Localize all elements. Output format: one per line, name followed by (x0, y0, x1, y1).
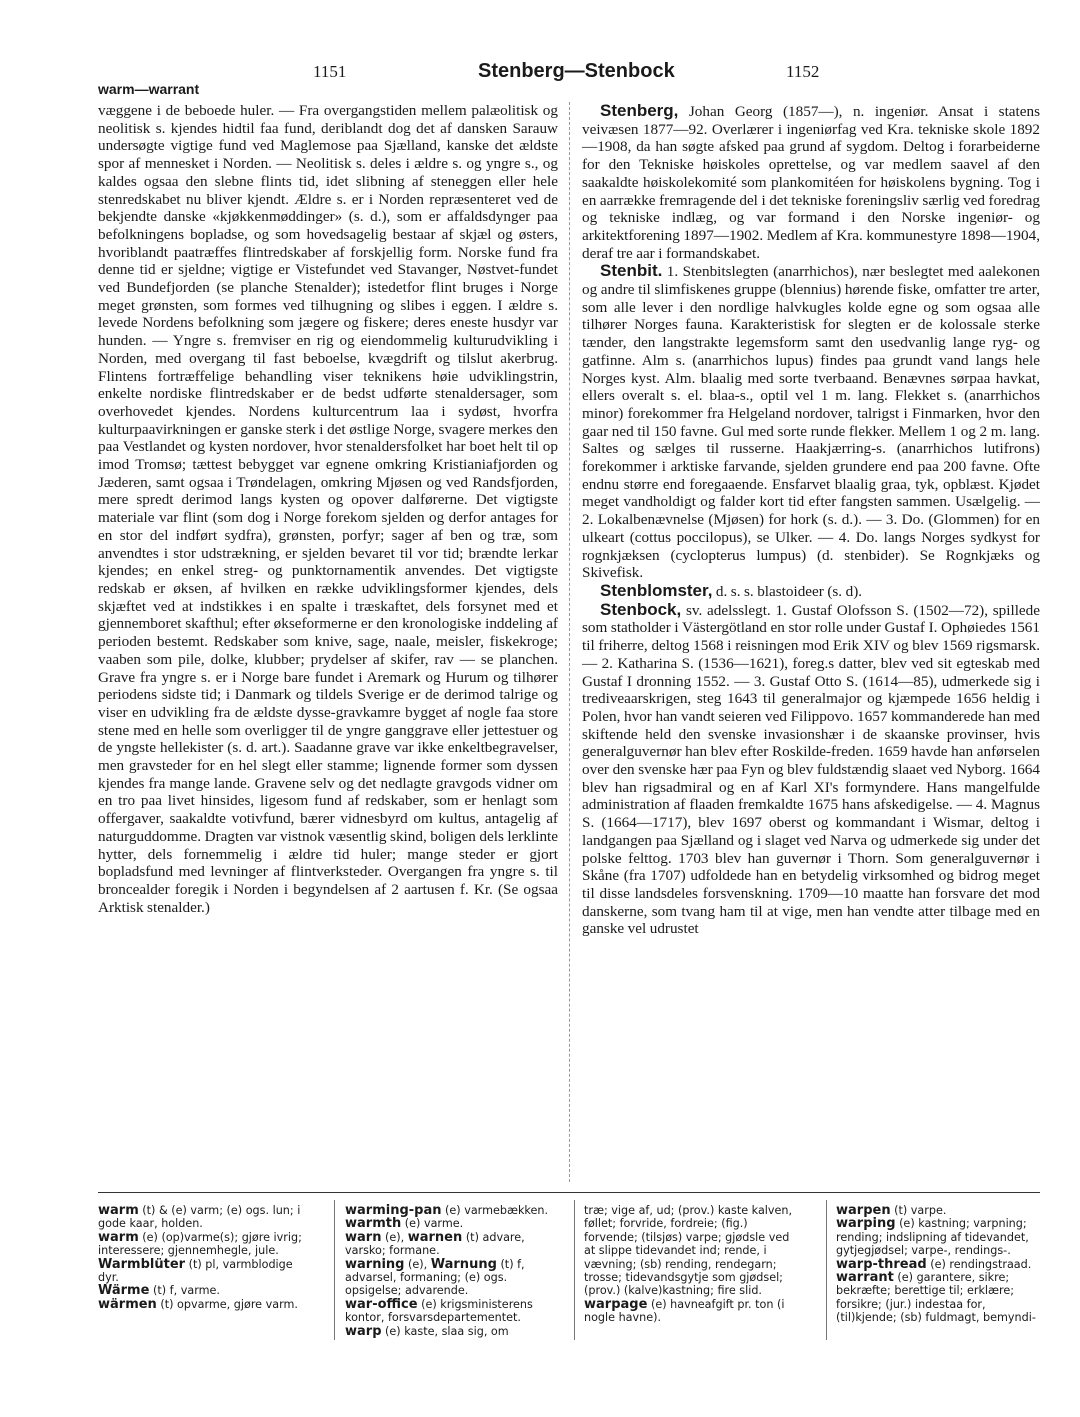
glossary-entry (836, 1204, 1040, 1217)
glossary-text: (e) krigsministerens kontor, forsvarsdepartementet. (345, 1297, 533, 1325)
headword-stenberg: Stenberg, (600, 101, 679, 120)
headword-stenblomster: Stenblomster, (600, 580, 713, 600)
glossary-text: (e) kastning; varpning; rending; indslipning af tidevandet, gytjegjødsel; varpe-, rendings-. (836, 1217, 1029, 1258)
right-column (582, 102, 1040, 938)
glossary-entry (98, 1298, 310, 1311)
glossary-entry (345, 1217, 563, 1230)
glossary-column-4 (836, 1204, 1040, 1325)
glossary-entry (98, 1231, 310, 1258)
entry-stenbock (582, 601, 1040, 938)
glossary-text: (t) advare, varsko; formane. (345, 1230, 525, 1258)
glossary-headword: Wärme (98, 1283, 150, 1299)
glossary-headword: warning (345, 1256, 405, 1272)
glossary-entry (98, 1284, 310, 1297)
glossary-entry (345, 1325, 563, 1338)
glossary-headword: warrant (836, 1270, 894, 1286)
glossary-column-3 (584, 1204, 796, 1325)
glossary-entry (345, 1204, 563, 1217)
entry-stenbit-text: 1. Stenbitslegten (anarrhichos), nær beslegtet med aalekonen og andre til slimfiskenes gruppe (blennius) hørende fiske, omfatter tre arter, som alle lever i den nordlige halvkugles kolde egne og som ogsaa alle tilhører Norges fauna. Karakteristisk for slegten er de kolossale sterke tænder, den langstrakte legemsform samt den usedvanlig lange ryg- og gatfinne. Alm s. (anarrhichos lupus) findes paa grundt vand langs hele Norges kyst. Alm. blaalig med sorte tverbaand. Benævnes sørpaa havkat, ellers overalt s. el. blaa-s., optil vel 1 m. lang. Flekket s. (anarrhichos minor) forekommer fra Helgeland nordover, talrigst i Finmarken, hvor den gaar ned til 150 favne. Gul med sorte runde flekker. Mellem 1 og 2 m. lang. Saltes og sælges til russerne. Haakjærring-s. (anarrhichos lutifrons) forekommer i arktiske farvande, sjelden grundere end paa 200 favne. Ofte endnu større end foregaaende. Ensfarvet blaalig graa, tyk, opblæst. Kjødet meget vandholdigt og falder kort tid efter fangsten sammen. Usælgelig. — 2. Lokalbenævnelse (Mjøsen) for hork (s. d.). — 3. Do. (Glommen) for en ulkeart (cottus poccilopus), se Ulker. — 4. Do. langs Norges sydkyst for rognkjæksen (cyclopterus lumpus) (d. stenbider). Se Rognkjæks og Skivefisk. (582, 263, 1040, 582)
glossary-divider (334, 1200, 335, 1340)
glossary-headword: warnen (407, 1229, 463, 1245)
glossary-headword: warp (345, 1323, 382, 1339)
glossary-headword: warn (345, 1229, 382, 1245)
glossary-text: (t) pl, varmblodige dyr. (98, 1257, 293, 1285)
glossary-text: (e), (381, 1230, 408, 1244)
entry-stenbit (582, 262, 1040, 582)
glossary-text: (e) varme. (401, 1217, 464, 1231)
entry-stenbock-text: sv. adelsslegt. 1. Gustaf Olofsson S. (1502—72), spillede som statholder i Västergötland en stor rolle under Gustaf I. Ophøiedes 1561 til friherre, deltog 1568 i reisningen mod Erik XIV og blev 1569 rigsmarsk. — 2. Katharina S. (1536—1621), foreg.s datter, blev ved sit egteskab med Gustaf I dronning 1552. — 3. Gustaf Otto S. (1614—85), udmerkede sig i trediveaarskrigen, steg 1643 til generalmajor og kjæmpede 1656 heldig i Polen, hvor han vandt seieren ved Filippovo. 1657 kommanderede han med skiftende held den svenske invasionshær i de skaanske provinser, hvis generalguvernør han blev efter Roskilde-freden. 1659 havde han anførselen over den svenske hær paa Fyn og blev fuldstændig slaaet ved Nyborg. 1664 blev han rigsadmiral og en af Karl XI's formyndere. Hans mangelfulde administration af flaaden fremkaldte 1675 hans afskedigelse. — 4. Magnus S. (1664—1717), blev 1697 oberst og kommandant i Wismar, deltog i landgangen paa Sjælland og i slaget ved Narva og udmerkede sig under det polske felttog. 1703 blev han guvernør i Thorn. Som generalguvernør i Skåne (fra 1707) udfoldede han en betydelig virksomhed og bidrog meget til disse landsdeles forsvenskning. 1709—10 maatte han forsvare det mod danskerne, som tvang ham til at vige, men han vendte atter tilbage med en ganske vel udrustet (582, 601, 1040, 938)
glossary-divider (574, 1200, 575, 1340)
glossary-headword: Warnung (430, 1256, 497, 1272)
glossary-column-2 (345, 1204, 563, 1338)
column-divider (569, 102, 570, 1182)
glossary-entry (345, 1258, 563, 1298)
glossary-headword: wärmen (98, 1296, 157, 1312)
glossary-entry (836, 1217, 1040, 1257)
glossary-continuation: træ; vige af, ud; (prov.) kaste kalven, føllet; forvride, fordreie; (fig.) forvende; (tilsjøs) varpe; gjødsle ved at slippe tidevandet ind; rende, i vævning; (sb) rending, rendegarn; trosse; tidevandsgytje som gjødsel; (prov.) (kalve)kastning; fire slid. (584, 1204, 793, 1298)
glossary-text: (e), (404, 1257, 431, 1271)
glossary-text: (e) rendingstraad. (926, 1257, 1032, 1271)
glossary-headword: warping (836, 1216, 896, 1232)
entry-stenblomster-text: d. s. s. blastoideer (s. d). (712, 582, 863, 600)
left-column (98, 102, 558, 916)
glossary-entry (345, 1231, 563, 1258)
entry-stenberg-text: Johan Georg (1857—), n. ingeniør. Ansat i statens veivæsen 1877—92. Overlærer i ingeniørfag ved Kra. tekniske skole 1892—1908, da han søgte afsked paa grund af sygdom. Deltog i forarbeiderne for den Tekniske høiskoles oprettelse, og var medlem saavel af den saakaldte høiskolekomité som plankomitéen for høiskolens bygning. Tog i en aarrække fremragende del i det tekniske foreningsliv særlig ved foredrag og tekniske indlæg, og var formand i den Norske ingeniør- og arkitektforening 1897—1902. Medlem af Kra. kommunestyre 1898—1904, deraf tre aar i formandskabet. (582, 103, 1040, 262)
glossary-text: (e) havneafgift pr. ton (i nogle havne). (584, 1297, 785, 1325)
glossary-text: (e) garantere, sikre; bekræfte; berettige til; erklære; forsikre; (jur.) indestaa for, (til)kjende; (sb) fuldmagt, bemyndi- (836, 1271, 1036, 1325)
glossary-entry (836, 1258, 1040, 1271)
glossary-text: (t) varpe. (890, 1204, 947, 1217)
glossary-text: (e) varmebækken. (441, 1204, 549, 1217)
glossary-headword: warm (98, 1203, 139, 1218)
entry-stenberg (582, 102, 1040, 262)
glossary-headword: warm (98, 1229, 139, 1245)
left-page-number: 1151 (313, 62, 347, 81)
headword-stenbit: Stenbit. (600, 261, 663, 281)
glossary-headword: warming-pan (345, 1203, 442, 1218)
glossary-text: (t) opvarme, gjøre varm. (156, 1297, 298, 1311)
glossary-text: (t) & (e) varm; (e) ogs. lun; i gode kaar, holden. (98, 1204, 301, 1231)
glossary-text: (e) (op)varme(s); gjøre ivrig; interessere; gjennemhegle, jule. (98, 1230, 302, 1258)
glossary-text: (t) f, varme. (149, 1284, 220, 1298)
glossary-headword: warp-thread (836, 1256, 927, 1272)
headword-stenbock: Stenbock, (600, 599, 682, 619)
glossary-entry (345, 1298, 563, 1325)
glossary-entry (836, 1271, 1040, 1325)
glossary-entry (98, 1204, 310, 1231)
footer-rule (98, 1192, 1040, 1193)
glossary-entry (584, 1298, 796, 1325)
glossary-headword: warmth (345, 1216, 402, 1232)
right-page-number: 1152 (786, 62, 820, 81)
glossary-text: (e) kaste, slaa sig, om (381, 1324, 509, 1338)
entry-stenblomster (582, 582, 1040, 601)
stenalder-text: væggene i de beboede huler. — Fra overgangstiden mellem palæolitisk og neolitisk s. kjendes hidtil faa fund, deriblandt dog det af dansken Sarauw undersøgte vigtige fund ved Maglemose paa Sjælland, kanske det ældste spor af mennesket i Norden. — Neolitisk s. deles i ældre s. og yngre s., og kaldes ogsaa den slebne flints tid, idet slibning af steneggen eller hele stenredskabet nu bliver kjendt. Ældre s. er i Norden repræsenteret ved de bekjendte danske «kjøkkenmøddinger» (s. d.), som er affaldsdynger paa befolkningens bopladse, og som hovedsagelig bestaar af skjæl og østers, hvoriblandt paatræffes flintredskaber af forskjellig form. Norske fund fra denne tid er sjeldne; vigtige er Vistefundet ved Stavanger, Nøstvet-fundet ved Bundefjorden (se planche Stenalder); istedetfor flint bruges i Norge meget grønsten, som formes ved tilhugning og slibes i eggen. I ældre s. levede Nordens befolkning som jægere og fiskere; deres eneste husdyr var hunden. — Yngre s. fremviser en rig og eiendommelig kulturudvikling i Norden, med overgang til fast beboelse, kvægdrift og tilslut akerbrug. Flintens fortræffelige behandling viser teknikens høie udviklingstrin, enkelte nordiske flintredskaber er de bedst udførte stenaldersager, som overhovedet kjendes. Nordens kulturcentrum laa i sydøst, hvorfra kulturpaavirkningen er ganske sterk i det østlige Norge, svagere merkes den paa Vestlandet og kysten nordover, hvor stenaldersfolket har boet helt til op imod Tromsø; tættest bebygget var egnene omkring Kristianiafjorden og Jæderen, samt ogsaa i Trøndelagen, omkring Mjøsen og ved Randsfjorden, mere spredt derimod langs kysten og opover dalførerne. Det vigtigste materiale var flint (som dog i Norge forekom sjelden og derfor antages for en stor del indført sydfra), grønsten, porfyr; sager af ben og træ, som anvendtes i stor udstrækning, er sjelden bevaret til vor tid; brændte lerkar kjendes; en enkel streg- og punktornamentik anvendes. Det vigtigste redskab er øksen, af hvilken en række udviklingsformer kjendes, dels skjæftet ved at indstikkes i en spalte i træskaftet, dels forsynet med et gjennemboret skafthul; efter økseformerne er den kronologiske inddeling af perioden bestemt. Redskaber som knive, sage, naale, meisler, fiskekroge; vaaben som pile, dolke, klubber; prydelser af skifer, rav — se planchen. Grave fra yngre s. er i Norge bare fundet i Aremark og Hurum og tilhører periodens sidste tid; i Danmark og tildels Sverige er de derimod talrige og viser en udvikling fra de ældste dysse-gravkamre bygget af nogle faa store stene med en helle som overligger til de yngre ganggrave eller jettestuer og de yngste hellekister (s. d. art.). Saadanne grave var ikke enkeltbegravelser, men gravsteder for en hel slegt eller stamme; lignende former som dyssen kjendes fra mange lande. Gravene selv og det nedlagte gravgods vidner om en tro paa livet hinsides, ligesom fund af redskaber, som er henlagt som offergaver, saakaldte votivfund, bærer vidnesbyrd om kultus, antagelig af naturguddomme. Dragten var vistnok væsentlig skind, boligen dels lerklinte hytter, dels fornemmelig i ældre tid huler; mange steder er gjort bopladsfund med levninger af flintverksteder. Overgangen fra yngre s. til broncealder foregik i Norden i begyndelsen af 2 aartusen f. Kr. (Se ogsaa Arktisk stenalder.) (98, 102, 558, 916)
glossary-headword: war-office (345, 1296, 418, 1312)
running-title: Stenberg—Stenbock (478, 60, 675, 82)
glossary-text: (t) f, advarsel, formaning; (e) ogs. opsigelse; advarende. (345, 1257, 525, 1298)
glossary-headword: warpen (836, 1203, 891, 1218)
glossary-divider (826, 1200, 827, 1340)
glossary-column-1 (98, 1204, 310, 1311)
footer-catchword: warm—warrant (98, 81, 200, 97)
glossary-headword: Warmblüter (98, 1256, 186, 1272)
glossary-headword: warpage (584, 1296, 648, 1312)
glossary-entry (98, 1258, 310, 1285)
